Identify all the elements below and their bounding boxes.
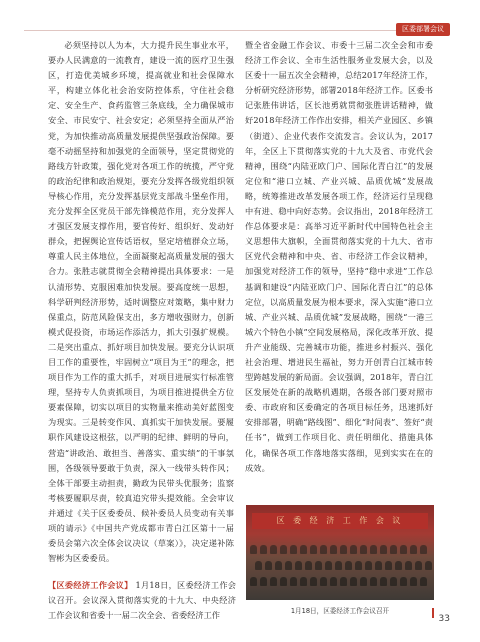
photo-attendee [420, 545, 427, 554]
photo-banner: 区 委 经 济 工 作 会 议 [252, 513, 428, 529]
photo-attendee [390, 545, 397, 554]
page-number-marker [432, 608, 434, 618]
photo-attendee [380, 545, 387, 554]
photo-attendee [340, 545, 347, 554]
photo-attendee [260, 545, 267, 554]
photo-attendee [275, 561, 282, 570]
section-tag: 区委部署会议 [396, 23, 450, 36]
photo-attendee [290, 577, 297, 586]
photo-attendee [350, 577, 357, 586]
photo-attendee [250, 577, 257, 586]
section-economic-meeting [48, 578, 236, 623]
photo-attendee [350, 545, 357, 554]
photo-attendee [360, 545, 367, 554]
photo-attendee [420, 577, 427, 586]
right-column [245, 38, 433, 516]
photo-attendee [310, 545, 317, 554]
photo-attendee [290, 545, 297, 554]
photo-attendee [325, 561, 332, 570]
photo-attendee [260, 577, 267, 586]
photo-attendee [355, 561, 362, 570]
photo-attendee [270, 577, 277, 586]
photo-attendee [330, 545, 337, 554]
photo-attendee [405, 561, 412, 570]
left-column [48, 38, 234, 567]
photo-attendee [280, 545, 287, 554]
section-text: 1月18日，区委经济工作会议召开。会议深入贯彻落实党的十九大、中央经济工作会议和省委十一届二次全会、省委经济工作 [48, 580, 236, 621]
photo-people-row [246, 561, 434, 575]
photo-attendee [285, 561, 292, 570]
header-rule [24, 30, 396, 31]
photo-attendee [395, 561, 402, 570]
photo-attendee [410, 545, 417, 554]
page-header-bar [0, 26, 480, 34]
photo-attendee [330, 577, 337, 586]
photo-attendee [300, 577, 307, 586]
photo-attendee [400, 545, 407, 554]
photo-attendee [370, 545, 377, 554]
photo-attendee [300, 545, 307, 554]
right-paragraph: 暨全省金融工作会议、市委十三届二次全会和市委经济工作会议、全市生活性服务业发展大会，以及区委十一届五次全会精神，总结2017年经济工作，分析研究经济形势，部署2018年经济工作。区委书记张胜伟讲话，区长池勇就贯彻张胜讲话精神，做好2018年经济工作作出安排，相关产业园区、乡镇（街道）、企业代表作交流发言。会议认为，2017年，全区上下贯彻落实党的十九大及省、市党代会精神，围绕“内陆亚欧门户、国际化青白江”的发展定位和“港口立城、产业兴城、品质优城”发展战略，统筹推进改革发展各项工作，经济运行呈现稳中有进、稳中向好态势。会议指出，2018年经济工作总体要求是：高举习近平新时代中国特色社会主义思想伟大旗帜，全面贯彻落实党的十九大、省市区党代会精神和中央、省、市经济工作会议精神，加强党对经济工作的领导，坚持“稳中求进”工作总基调和建设“内陆亚欧门户、国际化青白江”的总体定位，以高质量发展为根本要求，深入实施“港口立城、产业兴城、品质优城”发展战略，围绕“一港三城六个特色小镇”空间发展格局，深化改革开放、提升产业能级、完善城市功能，推进乡村振兴、强化社会治理、增进民生福祉，努力开创青白江城市转型跨越发展的新局面。会议强调，2018年，青白江区发展处在新的战略机遇期，各级各部门要对照市委、市政府和区委确定的各项目标任务，迅速抓好安排部署，明确“路线图”、细化“时间表”、签好“责任书”，做到工作项目化、责任明细化、措施具体化，确保各项工作落地落实落细，见到实实在在的成效。 [245, 40, 433, 473]
photo-attendee [410, 577, 417, 586]
photo-people-row [246, 545, 434, 559]
photo-attendee [360, 577, 367, 586]
photo-attendee [320, 545, 327, 554]
photo-attendee [310, 577, 317, 586]
page-number: 33 [438, 614, 450, 624]
photo-attendee [415, 561, 422, 570]
photo-attendee [345, 561, 352, 570]
photo-attendee [270, 545, 277, 554]
photo-attendee [320, 577, 327, 586]
photo-attendee [365, 561, 372, 570]
photo-attendee [425, 561, 432, 570]
photo-attendee [390, 577, 397, 586]
photo-attendee [375, 561, 382, 570]
photo-attendee [265, 561, 272, 570]
section-heading: 【区委经济工作会议】 [48, 580, 133, 590]
photo-attendee [280, 577, 287, 586]
photo-attendee [305, 561, 312, 570]
photo-attendee [295, 561, 302, 570]
photo-attendee [315, 561, 322, 570]
photo-attendee [250, 545, 257, 554]
meeting-photo [246, 505, 434, 600]
left-paragraph: 必须坚持以人为本，大力提升民生事业水平，要办人民满意的一流教育，建设一流的医疗卫生强区，打造优美城乡环境，提高就业和社会保障水平，构建立体化社会治安防控体系，守住社会稳定、安全生产、食药监管三条底线，全力确保城市安全、市民安宁、社会安定；必须坚持全面从严治党，为加快推动高质量发展提供坚强政治保障。要毫不动摇坚持和加强党的全面领导，坚定贯彻党的路线方针政策，强化党对各项工作的统揽，严守党的政治纪律和政治规矩，要充分发挥各级党组织领导核心作用，充分发挥基层党支部战斗堡垒作用，充分发挥全区党员干部先锋模范作用，充分发挥人才强区发展支撑作用，要官传好、组织好、发动好群众，把握舆论宣传话语权，坚定培植群众立场，尊重人民主体地位，全面凝聚起高质量发展的强大合力。张胜志就贯彻全会精神提出具体要求：一是认清形势、克服困难加快发展。要高度统一思想，科学研判经济形势，适时调整应对策略，集中财力保重点，防范风险保支出，多方增收强财力，创新模式促投资，市场运作添活力，抓大引强扩规模。二是突出重点、抓好项目加快发展。要充分认识项目工作的重要性，牢固树立“项目为王”的理念，把项目作为工作的重大抓手，对项目进展实行标准管理，坚持专人负责抓项目，为项目推进提供全方位要素保障，切实以项目的实物量来推动美好蓝图变为现实。三是转变作风、真抓实干加快发展。要履职作风建设这根弦，以严明的纪律、鲜明的导向，营造“讲政治、敢担当、善落实、重实绩”的干事氛围，各级领导要敢于负责，深入一线带头转作风；全体干部要主动担责，勤政为民带头优服务；监察考核要履职尽责，较真追究带头提效能。全会审议并通过《关于区委委员、候补委员人员变动有关事项的请示》《中国共产党成都市青白江区第十一届委员会第六次全体会议决议（草案）》，决定递补陈智彬为区委委员。 [48, 40, 234, 564]
photo-attendee [385, 561, 392, 570]
photo-attendee [340, 577, 347, 586]
photo-caption: 1月18日，区委经济工作会议召开 [290, 607, 390, 615]
photo-attendee [370, 577, 377, 586]
photo-attendee [380, 577, 387, 586]
photo-attendee [255, 561, 262, 570]
photo-attendee [335, 561, 342, 570]
photo-attendee [400, 577, 407, 586]
photo-people-row [246, 577, 434, 591]
